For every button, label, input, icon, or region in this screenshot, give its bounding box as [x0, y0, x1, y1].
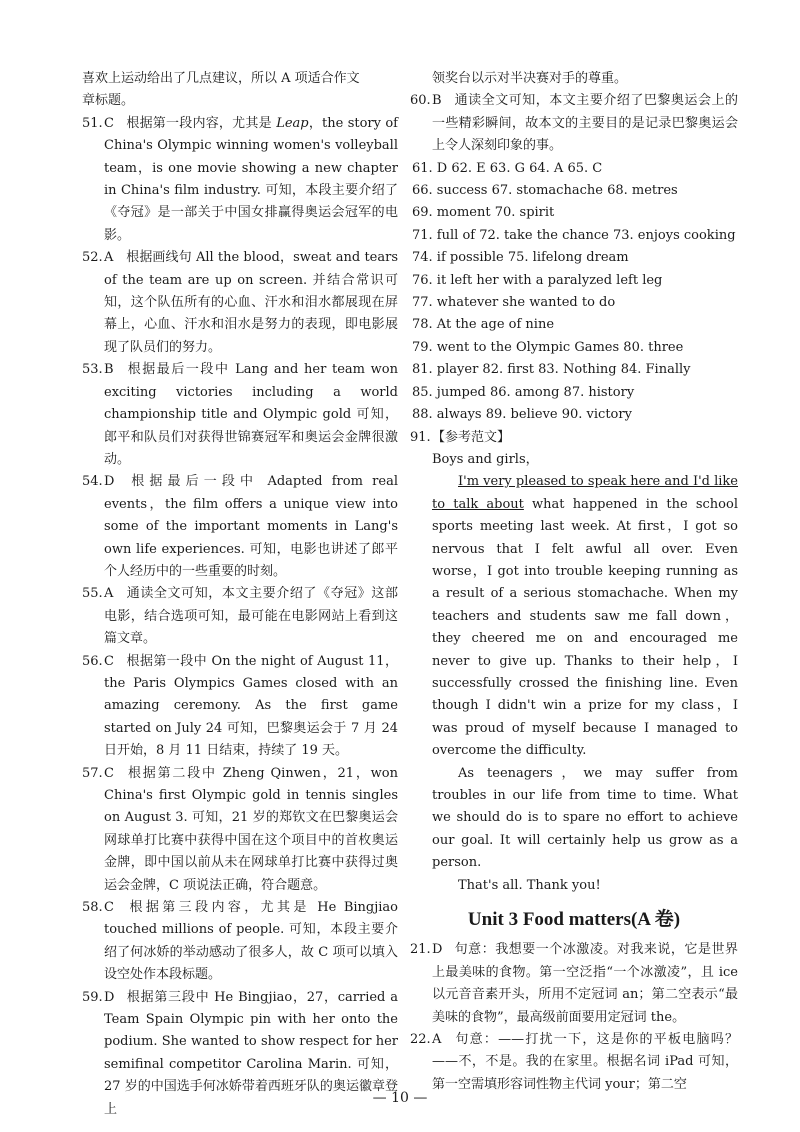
item-number: 91.	[410, 429, 431, 445]
essay-text: what happened in the school sports meeting last week. At first，I got so nervous that I felt awful all over. Even worse，I got into trouble keeping running as a result of a serious stomachache. When my teachers and students saw me fall down，they cheered me on and encouraged me never to give up. Thanks to their help，I successfully crossed the finishing line. Even though I didn't win a prize for my class，I was proud of myself because I managed to overcome the difficulty.	[432, 496, 738, 759]
answer-letter: C	[104, 115, 114, 131]
sample-essay-label: 【参考范文】	[432, 429, 511, 445]
explanation-text: 根据第一段中 On the night of August 11，the Paris Olympics Games closed with an amazing ceremony. As the first game started on July 24 可知，巴黎奥运会于 7 月 24 日开始，8 月 11 日结束，持续了 19 天。	[104, 653, 398, 759]
answer-letter: A	[432, 1032, 442, 1048]
answer-item-58	[82, 897, 398, 987]
item-number: 54.	[82, 474, 103, 490]
answer-letter: D	[104, 989, 115, 1005]
answer-item-91	[410, 427, 738, 898]
explanation-text: 根据第二段中 Zheng Qinwen，21，won China's first Olympic gold in tennis singles on August 3. 可知，21 岁的郑钦文在巴黎奥运会网球单打比赛中获得中国在这个项目中的首枚奥运金牌，即中国以前从未在网球单打比赛中获得过奥运会金牌，C 项说法正确，符合题意。	[104, 765, 398, 893]
answer-item-21	[410, 939, 738, 1029]
answer-line: 66. success 67. stomachache 68. metres	[412, 183, 678, 199]
answer-letter: D	[104, 474, 115, 490]
answer-line: 76. it left her with a paralyzed left leg	[412, 272, 663, 288]
answer-line: 78. At the age of nine	[412, 317, 555, 333]
answer-line: 88. always 89. believe 90. victory	[412, 407, 632, 423]
answer-line: 74. if possible 75. lifelong dream	[412, 250, 629, 266]
answer-line: 85. jumped 86. among 87. history	[412, 384, 635, 400]
answer-line: 81. player 82. first 83. Nothing 84. Finally	[412, 362, 691, 378]
continued-text: 章标题。	[82, 93, 135, 109]
essay-paragraph	[432, 471, 738, 762]
answer-item-54	[82, 471, 398, 583]
left-column	[82, 68, 398, 1121]
essay-underlined-sentence: I'm very pleased to speak here and I'd like to talk about	[432, 474, 739, 512]
answer-letter: C	[104, 765, 114, 781]
item-number: 59.	[82, 989, 103, 1005]
explanation-text: 根据第三段中 He Bingjiao，27，carried a Team Spain Olympic pin with her onto the podium. She wanted to show respect for her semifinal competitor Carolina Marin. 可知，27 岁的中国选手何冰娇带着西班牙队的奥运徽章登上	[104, 989, 398, 1117]
answer-line: 79. went to the Olympic Games 80. three	[412, 339, 684, 355]
essay-greeting: Boys and girls，	[432, 451, 539, 467]
explanation-text: 根据最后一段中 Adapted from real events，the film offers a unique view into some of the important moments in Lang's own life experiences. 可知，电影也讲述了郎平个人经历中的一些重要的时刻。	[104, 474, 398, 579]
item-number: 56.	[82, 653, 103, 669]
answer-letter: B	[432, 93, 442, 109]
answer-line: 71. full of 72. take the chance 73. enjoys cooking	[412, 227, 736, 243]
item-number: 51.	[82, 115, 103, 131]
explanation-text: Leap	[276, 115, 309, 131]
item-number: 57.	[82, 765, 103, 781]
answer-letter: D	[432, 942, 443, 958]
answer-item-60	[410, 90, 738, 157]
item-number: 21.	[410, 942, 431, 958]
essay-paragraph: As teenagers，we may suffer from troubles in our life from time to time. What we should do is to spare no effort to achieve our goal. It will certainly help us grow as a person.	[432, 765, 738, 871]
explanation-text: 根据第三段内容，尤其是 He Bingjiao touched millions of people. 可知，本段主要介绍了何冰娇的举动感动了很多人，故 C 项可以填入设空处作本段标题。	[104, 900, 399, 983]
essay-closing: That's all. Thank you!	[458, 877, 601, 893]
answer-item-22	[410, 1029, 738, 1096]
right-column	[410, 68, 738, 1096]
answer-item-52	[82, 247, 398, 359]
continued-text: 喜欢上运动给出了几点建议，所以 A 项适合作文	[82, 71, 360, 86]
explanation-text: ，the story of China's Olympic winning women's volleyball team，is one movie showing a new chapter in China's film industry. 可知，本段主要介绍了《夺冠》是一部关于中国女排赢得奥运会冠军的电影。	[104, 115, 398, 243]
answer-letter: B	[104, 362, 114, 378]
answer-line: 61. D 62. E 63. G 64. A 65. C	[412, 160, 603, 176]
explanation-text: 句意：我想要一个冰激凌。对我来说，它是世界上最美味的食物。第一空泛指“一个冰激凌”，且 ice 以元音音素开头，所用不定冠词 an；第二空表示“最美味的食物”，最高级前面要用定冠词 the。	[432, 942, 738, 1025]
answer-letter: C	[104, 653, 114, 669]
sample-essay	[432, 449, 738, 897]
item-number: 55.	[82, 586, 103, 602]
explanation-text: 根据第一段内容，尤其是	[126, 115, 272, 131]
answer-letter: C	[104, 900, 114, 916]
answer-letter: A	[104, 250, 114, 266]
answer-item-51	[82, 113, 398, 247]
explanation-text: 通读全文可知，本文主要介绍了《夺冠》这部电影，结合选项可知，最可能在电影网站上看到这篇文章。	[104, 586, 398, 647]
answer-item-55	[82, 583, 398, 650]
explanation-text: 通读全文可知，本文主要介绍了巴黎奥运会上的一些精彩瞬间，故本文的主要目的是记录巴黎奥运会上令人深刻印象的事。	[432, 93, 738, 154]
answer-line: 77. whatever she wanted to do	[412, 295, 616, 311]
page-number: — 10 —	[372, 1090, 428, 1106]
item-number: 22.	[410, 1032, 431, 1048]
item-number: 58.	[82, 900, 103, 916]
answer-item-53	[82, 359, 398, 471]
answer-item-56	[82, 651, 398, 763]
item-number: 52.	[82, 250, 103, 266]
unit-title: Unit 3 Food matters(A 卷)	[467, 909, 681, 931]
explanation-text: 句意：——打扰一下，这是你的平板电脑吗？——不，不是。我的在家里。根据名词 iPad 可知，第一空需填形容词性物主代词 your；第二空	[432, 1032, 738, 1092]
explanation-text: 根据最后一段中 Lang and her team won exciting victories including a world championship title and Olympic gold 可知，郎平和队员们对获得世锦赛冠军和奥运会金牌很激动。	[104, 362, 398, 467]
item-number: 53.	[82, 362, 103, 378]
continued-text: 领奖台以示对半决赛对手的尊重。	[432, 71, 628, 86]
item-number: 60.	[410, 93, 431, 109]
answer-item-57	[82, 763, 398, 897]
answer-letter: A	[104, 586, 114, 602]
answer-line: 69. moment 70. spirit	[412, 205, 555, 221]
explanation-text: 根据画线句 All the blood，sweat and tears of the team are up on screen. 并结合常识可知，这个队伍所有的心血、汗水和泪水都展现在屏幕上，心血、汗水和泪水是努力的表现，即电影展现了队员们的努力。	[104, 250, 398, 355]
